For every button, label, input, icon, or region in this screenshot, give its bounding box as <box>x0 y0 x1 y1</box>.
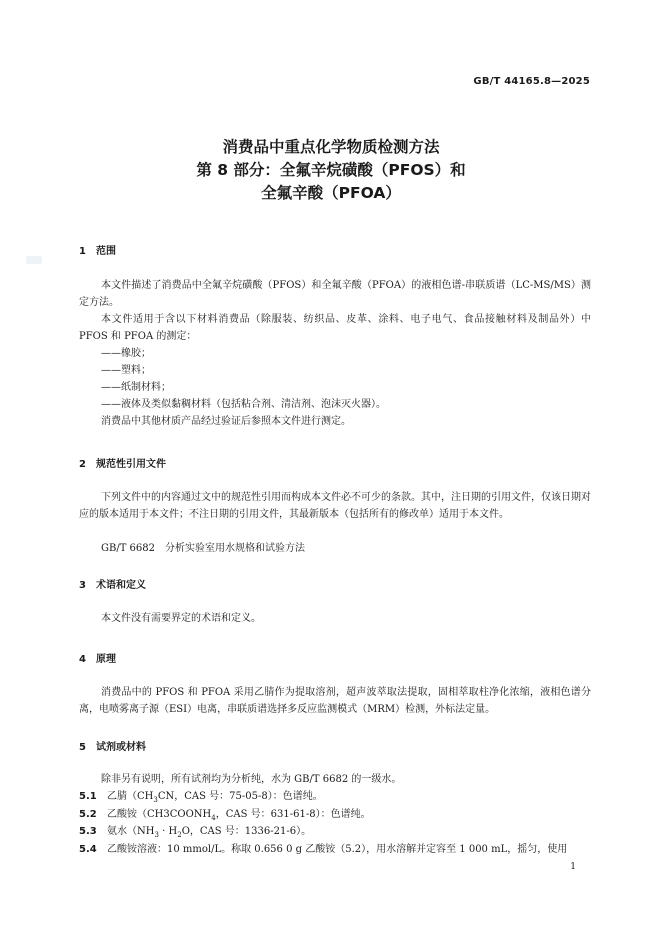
section-1-heading <box>79 242 116 257</box>
section-number: 2 <box>79 459 86 470</box>
section-2-paragraph-1: 下列文件中的内容通过文中的规范性引用而构成本文件必不可少的条款。其中，注日期的引用文件，仅该日期对应的版本适用于本文件；不注日期的引用文件，其最新版本（包括所有的修改单）适用于本文件。 <box>79 492 591 520</box>
section-number: 3 <box>79 580 86 591</box>
list-item: ——纸制材料； <box>101 382 171 393</box>
text: 乙酸铵（CH3COONH <box>107 809 212 820</box>
subscript: 3 <box>154 831 159 839</box>
list-item: ——橡胶； <box>101 348 151 359</box>
subclause-number: 5.1 <box>79 791 97 802</box>
subscript: 4 <box>211 814 216 822</box>
normative-reference: GB/T 6682 分析实验室用水规格和试验方法 <box>101 543 306 554</box>
section-5-heading <box>79 738 146 753</box>
list-item: ——液体及类似黏稠材料（包括粘合剂、清洁剂、泡沫灭火器）。 <box>101 399 386 410</box>
section-title: 原理 <box>96 654 116 665</box>
subclause-5-4 <box>79 841 567 858</box>
text: CN，CAS 号：75-05-8）：色谱纯。 <box>157 791 323 802</box>
text: 乙酸铵溶液：10 mmol/L。称取 0.656 0 g 乙酸铵（5.2），用水溶解并定容至 1 000 mL，摇匀，使用 <box>107 844 568 855</box>
header-code: GB/T 44165.8—2025 <box>473 76 590 87</box>
subscript: 2 <box>177 831 182 839</box>
section-5-paragraph-1: 除非另有说明，所有试剂均为分析纯，水为 GB/T 6682 的一级水。 <box>101 774 402 785</box>
section-4-heading <box>79 650 116 665</box>
text: ，CAS 号：631-61-8）：色谱纯。 <box>215 809 371 820</box>
section-1-paragraph-3: 消费品中其他材质产品经过验证后参照本文件进行测定。 <box>101 416 351 427</box>
text: 氨水（NH <box>107 826 155 837</box>
section-2-heading <box>79 455 166 470</box>
section-number: 5 <box>79 742 86 753</box>
section-number: 1 <box>79 246 86 257</box>
doc-title-line-3: 全氟辛酸（PFOA） <box>261 184 401 202</box>
doc-title-line-1: 消费品中重点化学物质检测方法 <box>222 138 440 156</box>
subscript: 3 <box>153 796 158 804</box>
list-item: ——塑料； <box>101 365 151 376</box>
section-title: 试剂或材料 <box>96 742 146 753</box>
section-4-paragraph-1: 消费品中的 PFOS 和 PFOA 采用乙腈作为提取溶剂，超声波萃取法提取，固相萃取柱净化浓缩，液相色谱分离，电喷雾离子源（ESI）电离，串联质谱选择多反应监测模式（MRM）检测，外标法定量。 <box>79 687 591 715</box>
subclause-number: 5.2 <box>79 809 97 820</box>
section-1-paragraph-1: 本文件描述了消费品中全氟辛烷磺酸（PFOS）和全氟辛酸（PFOA）的液相色谱-串联质谱（LC-MS/MS）测定方法。 <box>79 280 591 308</box>
side-mark <box>26 256 42 264</box>
section-title: 规范性引用文件 <box>96 459 166 470</box>
text: 乙腈（CH <box>107 791 154 802</box>
section-number: 4 <box>79 654 86 665</box>
subclause-number: 5.4 <box>79 844 97 855</box>
section-1-paragraph-2: 本文件适用于含以下材料消费品（除服装、纺织品、皮革、涂料、电子电气、食品接触材料及制品外）中 PFOS 和 PFOA 的测定： <box>79 314 591 342</box>
subclause-number: 5.3 <box>79 826 97 837</box>
text: O，CAS 号：1336-21-6）。 <box>181 826 312 837</box>
section-title: 范围 <box>96 246 116 257</box>
section-title: 术语和定义 <box>96 580 146 591</box>
doc-title-line-2: 第 8 部分：全氟辛烷磺酸（PFOS）和 <box>196 161 466 179</box>
section-3-heading <box>79 576 146 591</box>
section-3-paragraph-1: 本文件没有需要界定的术语和定义。 <box>101 613 261 624</box>
text: · H <box>158 826 178 837</box>
page-number: 1 <box>570 862 576 872</box>
